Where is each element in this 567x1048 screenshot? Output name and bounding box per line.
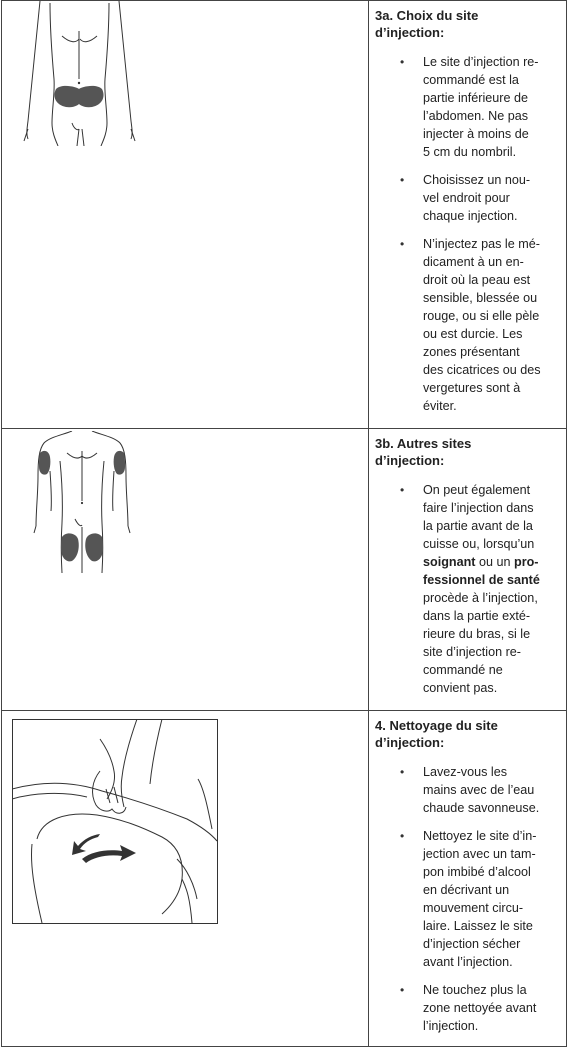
section-heading-3a: 3a. Choix du site d’injection: bbox=[375, 8, 479, 40]
list-item: • Nettoyez le site d’in- jection avec un tam- pon imbibé d’alcool en décrivant un mouvement circu- laire. Laissez le site d’injection sécher avant l’injection. bbox=[369, 827, 566, 971]
left-thigh-injection-zone bbox=[61, 533, 79, 561]
illustration-cell-3b bbox=[2, 429, 369, 711]
bullet-list-4 bbox=[369, 763, 566, 1035]
text-cell-3a bbox=[369, 1, 567, 429]
bullet-list-3a bbox=[369, 53, 566, 415]
section-heading-3b: 3b. Autres sites d’injection: bbox=[375, 436, 472, 468]
torso-abdomen-illustration bbox=[22, 1, 137, 146]
row-4 bbox=[2, 711, 567, 1047]
text-cell-4 bbox=[369, 711, 567, 1047]
list-item: • Ne touchez plus la zone nettoyée avant l’injection. bbox=[369, 981, 566, 1035]
list-item: • On peut également faire l’injection dans la partie avant de la cuisse ou, lorsqu’un soignant ou un pro- fessionnel de santé procède à l’injection, dans la partie exté- rieure du bras, si le site d’injection re- commandé ne convient pas. bbox=[369, 481, 566, 697]
cleaning-site-illustration bbox=[12, 719, 218, 924]
bullet-list-3b bbox=[369, 481, 566, 697]
right-arm-injection-zone bbox=[114, 451, 125, 475]
illustration-cell-3a bbox=[2, 1, 369, 429]
list-item: • N’injectez pas le mé- dicament à un en- droit où la peau est sensible, blessée ou rouge, ou si elle pèle ou est durcie. Les zones présentant des cicatrices ou des vergetures sont à éviter. bbox=[369, 235, 566, 415]
instructions-table bbox=[1, 0, 567, 1047]
left-arm-injection-zone bbox=[39, 451, 50, 475]
abdomen-injection-zone bbox=[54, 86, 103, 107]
list-item: • Le site d’injection re- commandé est la partie inférieure de l’abdomen. Ne pas injecter à moins de 5 cm du nombril. bbox=[369, 53, 566, 161]
body-alternative-sites-illustration bbox=[32, 431, 132, 573]
right-thigh-injection-zone bbox=[85, 533, 103, 561]
illustration-cell-4 bbox=[2, 711, 369, 1047]
text-cell-3b bbox=[369, 429, 567, 711]
list-item: • Choisissez un nou- vel endroit pour chaque injection. bbox=[369, 171, 566, 225]
list-item: • Lavez-vous les mains avec de l’eau chaude savonneuse. bbox=[369, 763, 566, 817]
section-heading-4: 4. Nettoyage du site d’injection: bbox=[375, 718, 498, 750]
row-3a bbox=[2, 1, 567, 429]
row-3b bbox=[2, 429, 567, 711]
